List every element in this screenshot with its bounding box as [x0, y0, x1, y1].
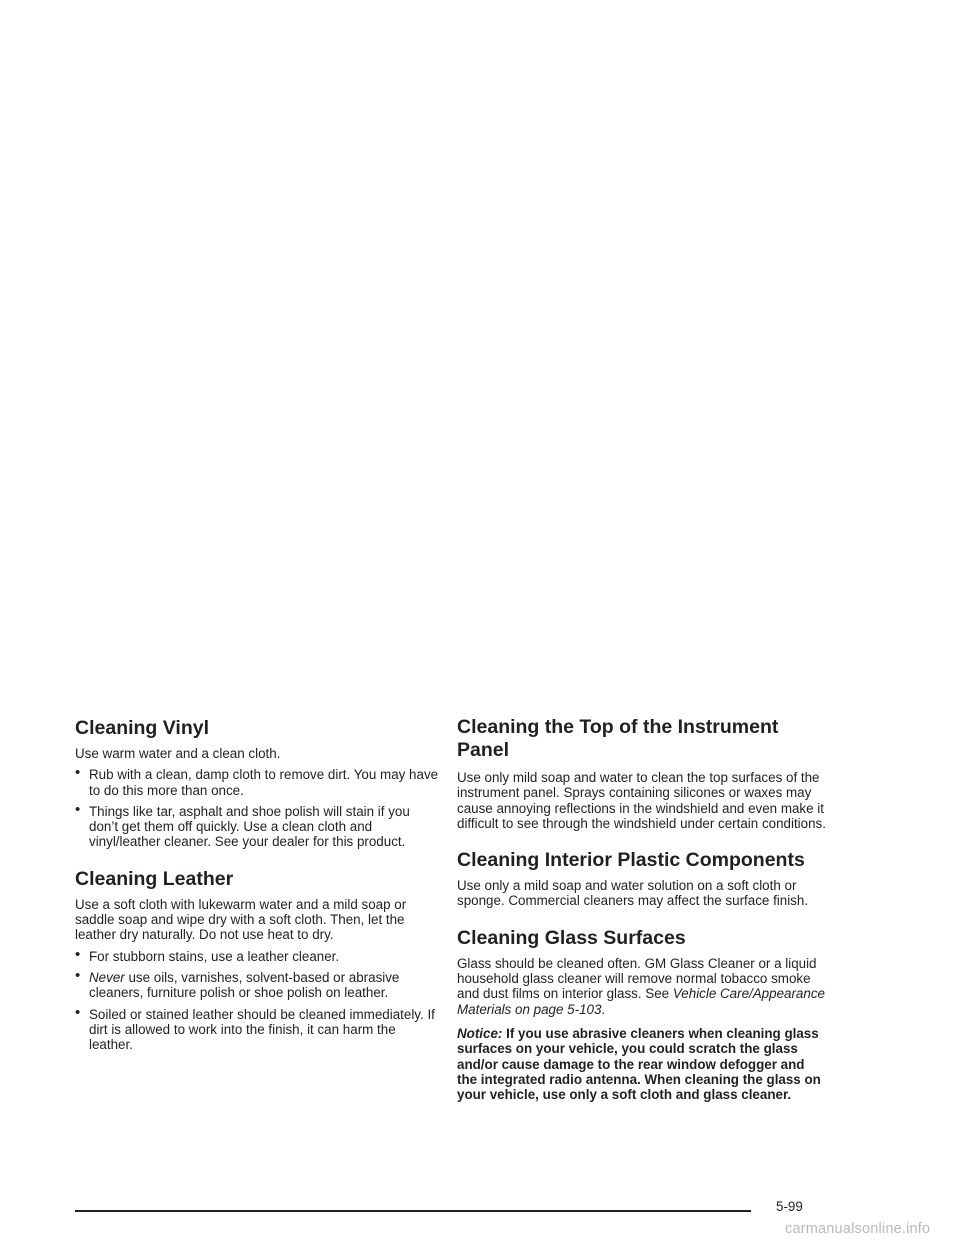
- instrument-panel-text: Use only mild soap and water to clean the top surfaces of the instrument panel. Sprays containing silicones or waxes may cause annoying reflections in the windshield and even make it difficult to see through the windshield under certain conditions.: [457, 770, 826, 831]
- vinyl-list: [75, 764, 440, 850]
- leather-intro: Use a soft cloth with lukewarm water and a mild soap or saddle soap and wipe dry with a soft cloth. Then, let the leather dry naturally. Do not use heat to dry.: [75, 896, 407, 943]
- vinyl-bullet-1: Rub with a clean, damp cloth to remove dirt. You may have to do this more than once.: [89, 767, 439, 798]
- leather-list: [75, 945, 440, 1053]
- list-item: [75, 800, 440, 850]
- glass-text: [457, 956, 827, 1017]
- glass-text-main: Glass should be cleaned often. GM Glass Cleaner or a liquid household glass cleaner will remove normal tobacco smoke and dust films on interior glass. See: [457, 955, 817, 1002]
- bullet-icon: •: [75, 764, 81, 782]
- heading-glass-surfaces: Cleaning Glass Surfaces: [457, 926, 686, 949]
- bullet-icon: •: [75, 800, 81, 818]
- list-item: [75, 1003, 440, 1053]
- left-column: [75, 716, 440, 1058]
- footer-rule: [75, 1210, 751, 1212]
- notice-text: If you use abrasive cleaners when cleaning glass surfaces on your vehicle, you could scratch the glass and/or cause damage to the rear window defogger and the integrated radio antenna. When cleaning the glass on your vehicle, use only a soft cloth and glass cleaner.: [457, 1025, 821, 1103]
- bullet-icon: •: [75, 966, 81, 984]
- notice-label: Notice:: [457, 1025, 503, 1041]
- glass-page-reference: Vehicle Care/Appearance Materials on page 5-103: [457, 986, 825, 1017]
- list-item: [75, 966, 440, 1001]
- never-emphasis: Never: [89, 969, 125, 985]
- heading-cleaning-vinyl: Cleaning Vinyl: [75, 717, 210, 739]
- list-item: [75, 945, 440, 964]
- heading-cleaning-leather: Cleaning Leather: [75, 867, 234, 890]
- leather-bullet-2: use oils, varnishes, solvent-based or abrasive cleaners, furniture polish or shoe polish on leather.: [89, 969, 400, 1001]
- glass-text-end: .: [601, 1001, 606, 1017]
- watermark: carmanualsonline.info: [785, 1221, 931, 1237]
- heading-interior-plastic: Cleaning Interior Plastic Components: [457, 849, 805, 872]
- right-column: [457, 716, 827, 1108]
- heading-instrument-panel: Cleaning the Top of the Instrument Panel: [457, 716, 779, 761]
- bullet-icon: •: [75, 1003, 81, 1021]
- page-number: 5-99: [776, 1199, 803, 1214]
- vinyl-bullet-2: Things like tar, asphalt and shoe polish will stain if you don’t get them off quickly. Use a clean cloth and vinyl/leather cleaner. See your dealer for this product.: [89, 803, 410, 850]
- interior-plastic-text: Use only a mild soap and water solution on a soft cloth or sponge. Commercial cleaners may affect the surface finish.: [457, 878, 809, 909]
- vinyl-intro: Use warm water and a clean cloth.: [75, 746, 281, 761]
- leather-bullet-1: For stubborn stains, use a leather cleaner.: [89, 948, 340, 964]
- notice-paragraph: [457, 1026, 827, 1102]
- leather-bullet-3: Soiled or stained leather should be cleaned immediately. If dirt is allowed to work into the finish, it can harm the leather.: [89, 1006, 435, 1053]
- bullet-icon: •: [75, 945, 81, 963]
- list-item: [75, 764, 440, 798]
